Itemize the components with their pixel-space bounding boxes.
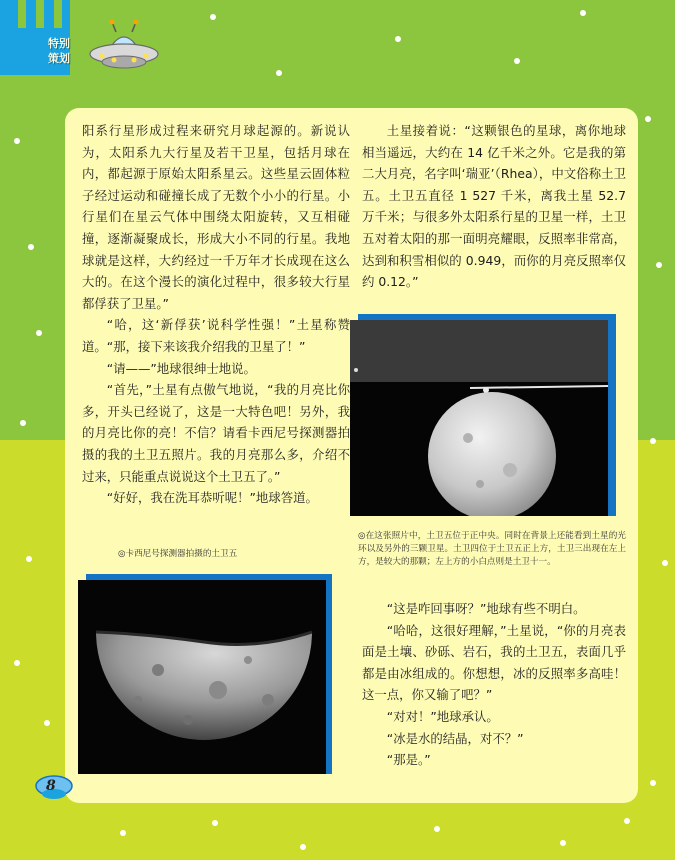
decor-dot (434, 826, 440, 832)
paragraph: 阳系行星形成过程来研究月球起源的。新说认为，太阳系九大行星及若干卫星，包括月球在内，都起源于原始太阳系星云。这些星云固体粒子经过运动和碰撞长成了无数个小小的行星。小行星们在星云气体中围绕太阳旋转，又互相碰撞，逐渐凝聚成长，形成大小不同的行星。我地球就是这样，大约经过一千万年才长成现在这么大的。在这个漫长的演化过程中，很多较大行星都俘获了卫星。” (82, 123, 350, 311)
paragraph: “对对！”地球承认。 (386, 708, 499, 724)
paragraph: “哈，这‘新俘获’说科学性强！”土星称赞道。“那，接下来该我介绍我的卫星了！” (82, 317, 350, 354)
decor-dot (560, 840, 566, 846)
decor-dot (580, 10, 586, 16)
decor-dot (395, 36, 401, 42)
header-stripe (54, 0, 62, 28)
badge-line-1: 特别 (48, 37, 70, 50)
paragraph: “冰是水的结晶，对不？” (386, 730, 524, 746)
paragraph: 土星接着说：“这颗银色的星球，离你地球相当遥远，大约在 14 亿千米之外。它是我的第二大月亮，名字叫‘瑞亚’（Rhea），中文俗称土卫五。土卫五直径 1 527 千米，离我土星 52.7 万千米；与很多外太阳系行星的卫星一样，土卫五对着太阳的那一面明亮耀眼，反照率非常高，达到和积雪相似的 0.949，而你的月亮反照率仅约 0.12。” (362, 123, 626, 290)
decor-dot (14, 660, 20, 666)
decor-dot (28, 244, 34, 250)
decor-dot (212, 820, 218, 826)
decor-dot (120, 830, 126, 836)
decor-dot (44, 720, 50, 726)
right-photo-caption: ◎在这张照片中，土卫五位于正中央。同时在背景上还能看到土星的光环以及另外的三颗卫星。土卫四位于土卫五正上方，土卫三出现在左上方，是较大的那颗；左上方的小白点则是土卫十一。 (358, 531, 626, 567)
decor-dot (14, 138, 20, 144)
header-stripe (36, 0, 44, 28)
header-stripe (18, 0, 26, 28)
decor-dot (26, 556, 32, 562)
rhea-closeup-photo (78, 580, 326, 774)
decor-dot (645, 116, 651, 122)
decor-dot (20, 420, 26, 426)
decor-dot (624, 818, 630, 824)
right-column-bottom (362, 598, 626, 771)
paragraph: “首先，”土星有点傲气地说，“我的月亮比你多，开头已经说了，这是一大特色吧！另外，我的月亮比你的亮！不信？请看卡西尼号探测器拍摄的我的土卫五照片。我的月亮那么多，介绍不过来，只能重点说说这个土卫五了。” (82, 382, 350, 484)
decor-dot (210, 14, 216, 20)
badge-line-2: 策划 (48, 52, 70, 65)
paragraph: “请——”地球很绅士地说。 (106, 360, 256, 376)
page-number: 8 (46, 778, 56, 794)
paragraph: “那是。” (386, 752, 431, 768)
paragraph: “这是咋回事呀？”地球有些不明白。 (386, 601, 586, 616)
paragraph: “哈哈，这很好理解，”土星说，“你的月亮表面是土壤、砂砾、岩石，我的土卫五，表面几乎都是由冰组成的。你想想，冰的反照率多高哇！这一点，你又输了吧？” (362, 622, 626, 703)
decor-dot (300, 844, 306, 850)
decor-dot (650, 438, 656, 444)
right-column-top (362, 120, 626, 293)
left-photo-caption: ◎卡西尼号探测器拍摄的土卫五 (118, 549, 238, 559)
decor-dot (36, 330, 42, 336)
left-column (82, 120, 350, 509)
decor-dot (514, 58, 520, 64)
decor-dot (662, 560, 668, 566)
decor-dot (656, 262, 662, 268)
decor-dot (276, 70, 282, 76)
paragraph: “好好，我在洗耳恭听呢！”地球答道。 (106, 490, 318, 506)
ufo-icon (88, 18, 160, 76)
rhea-with-rings-photo (350, 320, 608, 516)
decor-dot (650, 780, 656, 786)
